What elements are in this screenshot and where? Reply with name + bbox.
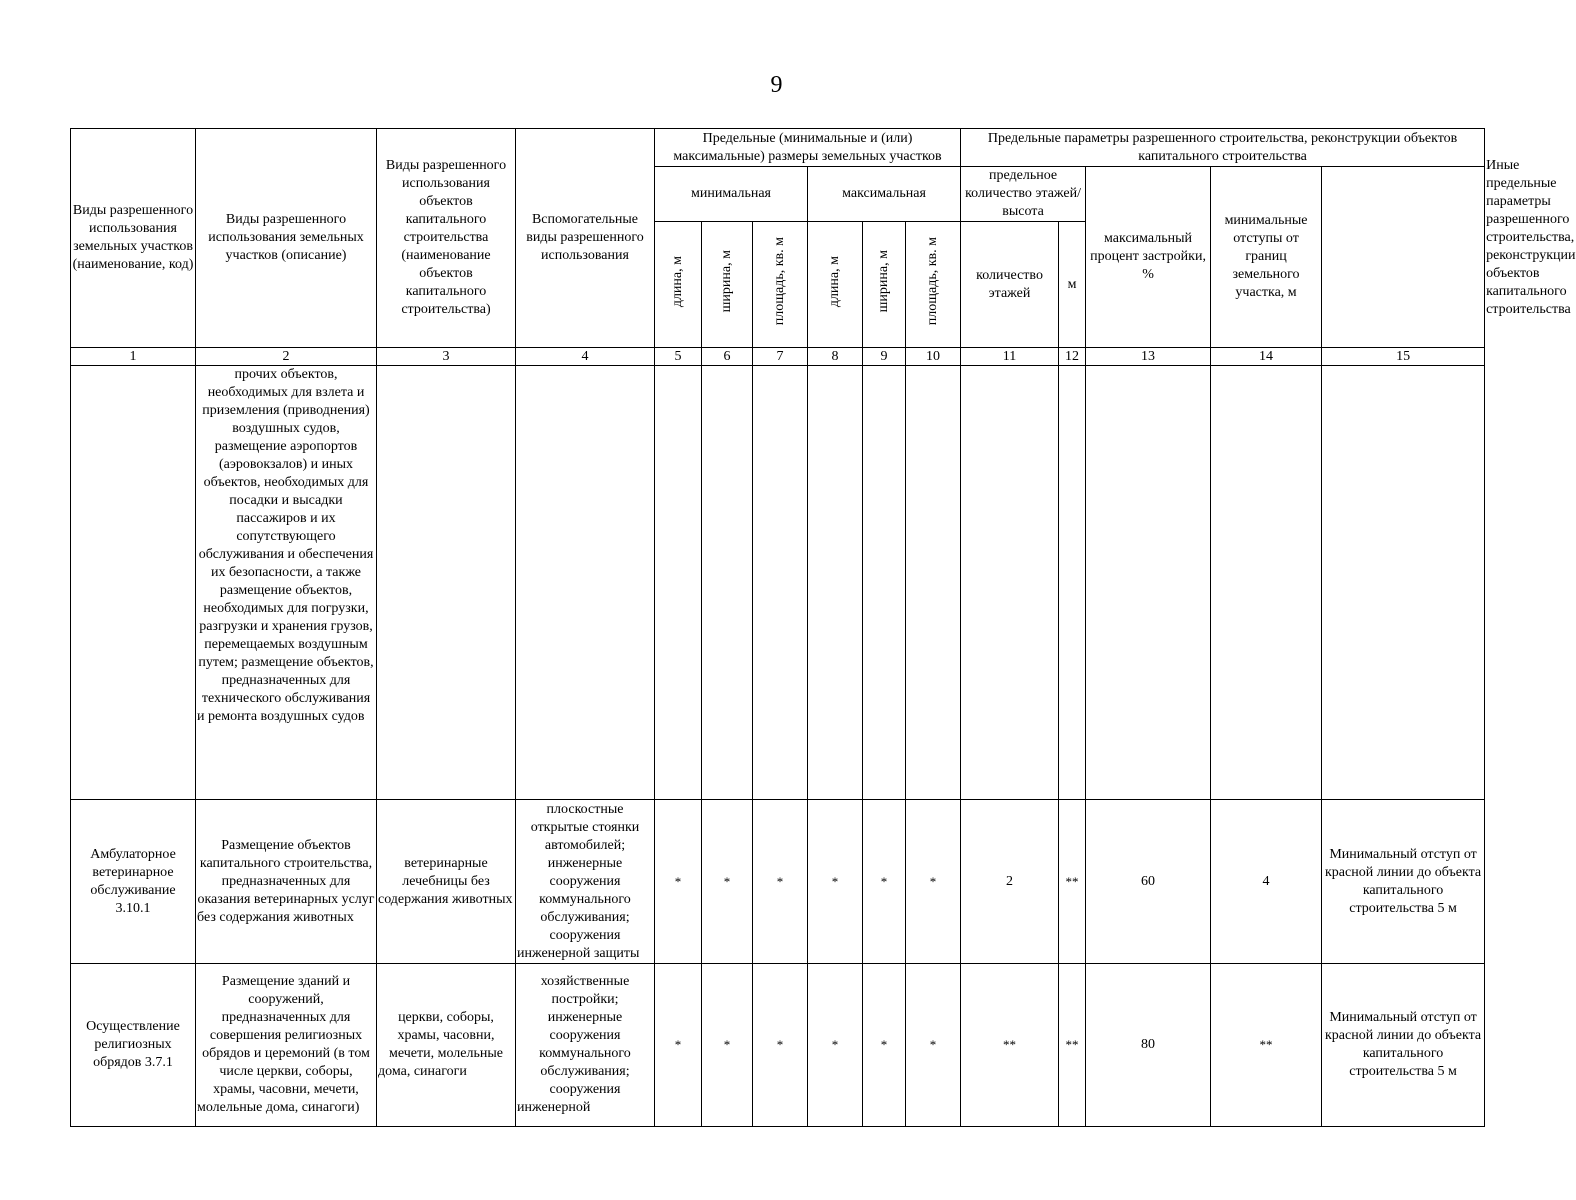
column-number: 9 (863, 348, 906, 366)
land-use-type-cell (71, 366, 196, 800)
land-use-description-cell: Размещение объектов капитального строительства, предназначенных для оказания ветеринарных услуг без содержания животных (196, 800, 377, 964)
other-parameters-cell: Минимальный отступ от красной линии до объекта капитального строительства 5 м (1322, 800, 1485, 964)
column-number: 3 (377, 348, 516, 366)
min-width-cell: * (702, 964, 753, 1127)
floor-count-cell: ** (961, 964, 1059, 1127)
header-minimum: минимальная (655, 167, 808, 222)
column-number: 1 (71, 348, 196, 366)
max-length-cell: * (808, 800, 863, 964)
header-min-setbacks: минимальные отступы от границ земельного участка, м (1211, 167, 1322, 348)
height-cell: ** (1059, 800, 1086, 964)
max-length-cell: * (808, 964, 863, 1127)
land-use-description-cell: Размещение зданий и сооружений, предназначенных для совершения религиозных обрядов и церемоний (в том числе церкви, соборы, храмы, часовни, мечети, молельные дома, синагоги) (196, 964, 377, 1127)
header-row-1: Виды разрешенного использования земельных участков (наименование, код) Виды разрешенного использования земельных участков (описание) Виды разрешенного использования объектов капитального строительства (наименование объектов капитального строительства) Вспомогательные виды разрешенного использования Предельные (минимальные и (или) максимальные) размеры земельных участков Предельные параметры разрешенного строительства, реконструкции объектов капитального строительства Иные предельные параметры разрешенного строительства, реконструкции объектов капитального строительства (71, 129, 1485, 167)
max-width-cell: * (863, 800, 906, 964)
table-row (71, 366, 1485, 800)
other-parameters-cell (1322, 366, 1485, 800)
floor-count-cell (961, 366, 1059, 800)
min-length-cell (655, 366, 702, 800)
column-number: 6 (702, 348, 753, 366)
min-area-cell: * (753, 964, 808, 1127)
land-use-type-cell: Осуществление религиозных обрядов 3.7.1 (71, 964, 196, 1127)
max-area-cell: * (906, 800, 961, 964)
table-row (71, 800, 1485, 964)
min-area-cell (753, 366, 808, 800)
land-use-type-cell: Амбулаторное ветеринарное обслуживание 3.10.1 (71, 800, 196, 964)
capital-construction-cell (377, 366, 516, 800)
header-construction-parameters: Предельные параметры разрешенного строительства, реконструкции объектов капитального строительства (961, 129, 1485, 167)
column-number: 14 (1211, 348, 1322, 366)
header-maximum: максимальная (808, 167, 961, 222)
column-number: 5 (655, 348, 702, 366)
header-max-length: длина, м (808, 222, 863, 348)
column-number: 7 (753, 348, 808, 366)
max-percent-cell (1086, 366, 1211, 800)
column-number: 15 (1322, 348, 1485, 366)
min-length-cell: * (655, 800, 702, 964)
column-number: 2 (196, 348, 377, 366)
max-width-cell (863, 366, 906, 800)
header-max-width: ширина, м (863, 222, 906, 348)
header-floor-count: количество этажей (961, 222, 1059, 348)
max-area-cell: * (906, 964, 961, 1127)
header-min-area: площадь, кв. м (753, 222, 808, 348)
page-number: 9 (770, 72, 783, 98)
column-number: 13 (1086, 348, 1211, 366)
min-setback-cell: ** (1211, 964, 1322, 1127)
max-length-cell (808, 366, 863, 800)
capital-construction-cell: ветеринарные лечебницы без содержания животных (377, 800, 516, 964)
min-area-cell: * (753, 800, 808, 964)
other-parameters-cell: Минимальный отступ от красной линии до объекта капитального строительства 5 м (1322, 964, 1485, 1127)
land-use-description-cell: прочих объектов, необходимых для взлета и приземления (приводнения) воздушных судов, размещение аэропортов (аэровокзалов) и иных объектов, необходимых для посадки и высадки пассажиров и их сопутствующего обслуживания и обеспечения их безопасности, а также размещение объектов, необходимых для погрузки, разгрузки и хранения грузов, перемещаемых воздушным путем; размещение объектов, предназначенных для технического обслуживания и ремонта воздушных судов (196, 366, 377, 800)
column-number: 8 (808, 348, 863, 366)
column-number: 10 (906, 348, 961, 366)
header-min-length: длина, м (655, 222, 702, 348)
min-setback-cell: 4 (1211, 800, 1322, 964)
min-length-cell: * (655, 964, 702, 1127)
column-number: 11 (961, 348, 1059, 366)
header-land-use-description: Виды разрешенного использования земельных участков (описание) (196, 129, 377, 348)
header-capital-construction-type: Виды разрешенного использования объектов капитального строительства (наименование объектов капитального строительства) (377, 129, 516, 348)
min-width-cell (702, 366, 753, 800)
max-percent-cell: 80 (1086, 964, 1211, 1127)
header-max-area: площадь, кв. м (906, 222, 961, 348)
zoning-table (70, 128, 1576, 1127)
floor-count-cell: 2 (961, 800, 1059, 964)
column-number-row (71, 348, 1485, 366)
header-land-plot-sizes: Предельные (минимальные и (или) максимальные) размеры земельных участков (655, 129, 961, 167)
table-row (71, 964, 1485, 1127)
capital-construction-cell: церкви, соборы, храмы, часовни, мечети, молельные дома, синагоги (377, 964, 516, 1127)
header-max-building-percent: максимальный процент застройки, % (1086, 167, 1211, 348)
header-auxiliary-use: Вспомогательные виды разрешенного использования (516, 129, 655, 348)
column-number: 4 (516, 348, 655, 366)
header-floors-height: предельное количество этажей/высота (961, 167, 1086, 222)
max-area-cell (906, 366, 961, 800)
min-setback-cell (1211, 366, 1322, 800)
header-min-width: ширина, м (702, 222, 753, 348)
auxiliary-use-cell: плоскостные открытые стоянки автомобилей; инженерные сооружения коммунального обслуживания; сооружения инженерной защиты (516, 800, 655, 964)
min-width-cell: * (702, 800, 753, 964)
auxiliary-use-cell (516, 366, 655, 800)
auxiliary-use-cell: хозяйственные постройки; инженерные сооружения коммунального обслуживания; сооружения инженерной (516, 964, 655, 1127)
header-land-use-type: Виды разрешенного использования земельных участков (наименование, код) (71, 129, 196, 348)
max-width-cell: * (863, 964, 906, 1127)
max-percent-cell: 60 (1086, 800, 1211, 964)
column-number: 12 (1059, 348, 1086, 366)
height-cell (1059, 366, 1086, 800)
height-cell: ** (1059, 964, 1086, 1127)
header-height-meters: м (1059, 222, 1086, 348)
